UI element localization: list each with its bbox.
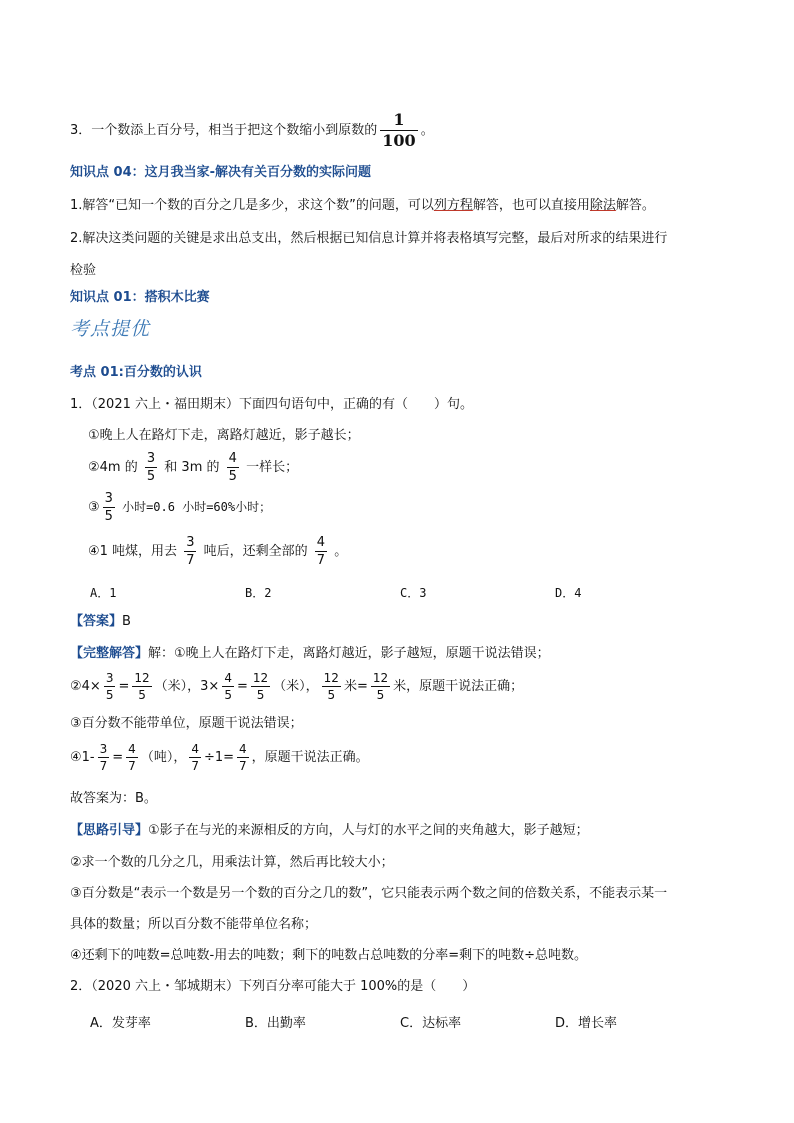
fraction: $\frac{12}{5}$ <box>134 671 150 702</box>
q1-solution-line-5: 故答案为：B。 <box>70 791 157 806</box>
fraction: $\frac{4}{7}$ <box>191 742 199 773</box>
guide-label: 【思路引导】 <box>70 823 149 838</box>
q1-statement-2: ②4m 的 $\frac{3}{5}$ 和 3m 的 $\frac{4}{5}$ 一样长； <box>88 451 299 484</box>
q1-solution-line-3: ③百分数不能带单位，原题干说法错误； <box>70 716 303 731</box>
fraction-1-100: $\frac{1}{100}$ <box>382 110 416 150</box>
fraction: $\frac{12}{5}$ <box>372 671 389 702</box>
exam-point-01-heading: 考点 01:百分数的认识 <box>70 365 202 380</box>
q1-answer <box>70 615 131 628</box>
knowledge-point-04-heading: 知识点 04：这月我当家-解决有关百分数的实际问题 <box>70 165 372 180</box>
solution-label: 【完整解答】 <box>70 646 149 661</box>
fraction: $\frac{3}{7}$ <box>99 742 108 773</box>
q1-option-c: C．3 <box>400 586 427 600</box>
fraction-3-5: $\frac{3}{5}$ <box>146 451 156 484</box>
question-1-stem: 1．（2021 六上・福田期末）下面四句语句中，正确的有（ ）句。 <box>70 397 473 412</box>
item-3-text: 3．一个数添上百分号，相当于把这个数缩小到原数的 <box>70 123 378 138</box>
fraction: $\frac{4}{5}$ <box>224 671 232 702</box>
fraction: $\frac{3}{5}$ <box>105 671 114 702</box>
q1-statement-4: ④1 吨煤，用去 $\frac{3}{7}$ 吨后，还剩全部的 $\frac{4}{7}$ 。 <box>88 535 348 568</box>
q1-solution-line-2: ②4× $\frac{3}{5}$ = $\frac{12}{5}$ （米），3× $\frac{4}{5}$ = $\frac{12}{5}$ （米）， $\frac{12}{5}$ 米= $\frac{12}{5}$ 米，原题干说法正确； <box>70 671 524 702</box>
q1-statement-3: ③ $\frac{3}{5}$ 小时=0.6 小时=60%小时； <box>88 491 272 524</box>
q1-option-d: D．4 <box>555 586 582 600</box>
fraction-3-5: $\frac{3}{5}$ <box>104 491 113 524</box>
q1-solution-line-1: 【完整解答】解：①晚上人在路灯下走，离路灯越近，影子越短，原题干说法错误； <box>70 646 550 661</box>
q2-option-a: A．发芽率 <box>90 1016 151 1031</box>
q1-guide-line-3: ③百分数是“表示一个数是另一个数的百分之几的数”，它只能表示两个数之间的倍数关系，不能表示某一 <box>70 886 668 901</box>
fraction: $\frac{4}{7}$ <box>239 742 247 773</box>
keyword-division: 除法 <box>589 198 616 213</box>
q2-option-b: B．出勤率 <box>245 1016 306 1031</box>
knowledge-point-01-heading: 知识点 01：搭积木比赛 <box>70 290 210 305</box>
fraction: $\frac{12}{5}$ <box>323 671 339 702</box>
kp04-paragraph-2-line-1: 2.解决这类问题的关键是求出总支出，然后根据已知信息计算并将表格填写完整，最后对所求的结果进行 <box>70 231 668 246</box>
fraction: $\frac{12}{5}$ <box>252 671 269 702</box>
kp04-paragraph-2-line-2: 检验 <box>70 263 97 278</box>
answer-value: B <box>122 614 131 629</box>
q1-guide-line-4: 具体的数量；所以百分数不能带单位名称； <box>70 917 318 932</box>
q1-statement-1: ①晚上人在路灯下走，离路灯越近，影子越长； <box>88 428 360 443</box>
q1-option-a: A．1 <box>90 586 117 600</box>
question-2-stem: 2．（2020 六上・邹城期末）下列百分率可能大于 100%的是（ ） <box>70 979 476 994</box>
q2-option-c: C．达标率 <box>400 1016 462 1031</box>
q1-guide-line-1: 【思路引导】①影子在与光的来源相反的方向，人与灯的水平之间的夹角越大，影子越短； <box>70 823 589 838</box>
q1-guide-line-2: ②求一个数的几分之几，用乘法计算，然后再比较大小； <box>70 855 394 870</box>
q2-option-d: D．增长率 <box>555 1016 618 1031</box>
kp04-paragraph-1: 1.解答“已知一个数的百分之几是多少，求这个数”的问题，可以列方程解答，也可以直接用除法解答。 <box>70 198 655 213</box>
keyword-equation: 列方程 <box>433 198 473 213</box>
item-3-line: 3．一个数添上百分号，相当于把这个数缩小到原数的 $\frac{1}{100}$ 。 <box>70 110 434 150</box>
q1-option-b: B．2 <box>245 586 272 600</box>
section-logo-kaodian-tiyou: 考点提优 <box>70 318 151 340</box>
fraction-4-5: $\frac{4}{5}$ <box>228 451 237 484</box>
fraction-4-7: $\frac{4}{7}$ <box>316 535 326 568</box>
q1-solution-line-4: ④1- $\frac{3}{7}$ = $\frac{4}{7}$ （吨）， $\frac{4}{7}$ ÷1= $\frac{4}{7}$ ，原题干说法正确。 <box>70 742 369 773</box>
q1-guide-line-5: ④还剩下的吨数=总吨数-用去的吨数；剩下的吨数占总吨数的分率=剩下的吨数÷总吨数。 <box>70 948 588 963</box>
answer-label: 【答案】 <box>70 614 123 629</box>
fraction-3-7: $\frac{3}{7}$ <box>186 535 195 568</box>
fraction: $\frac{4}{7}$ <box>128 742 136 773</box>
